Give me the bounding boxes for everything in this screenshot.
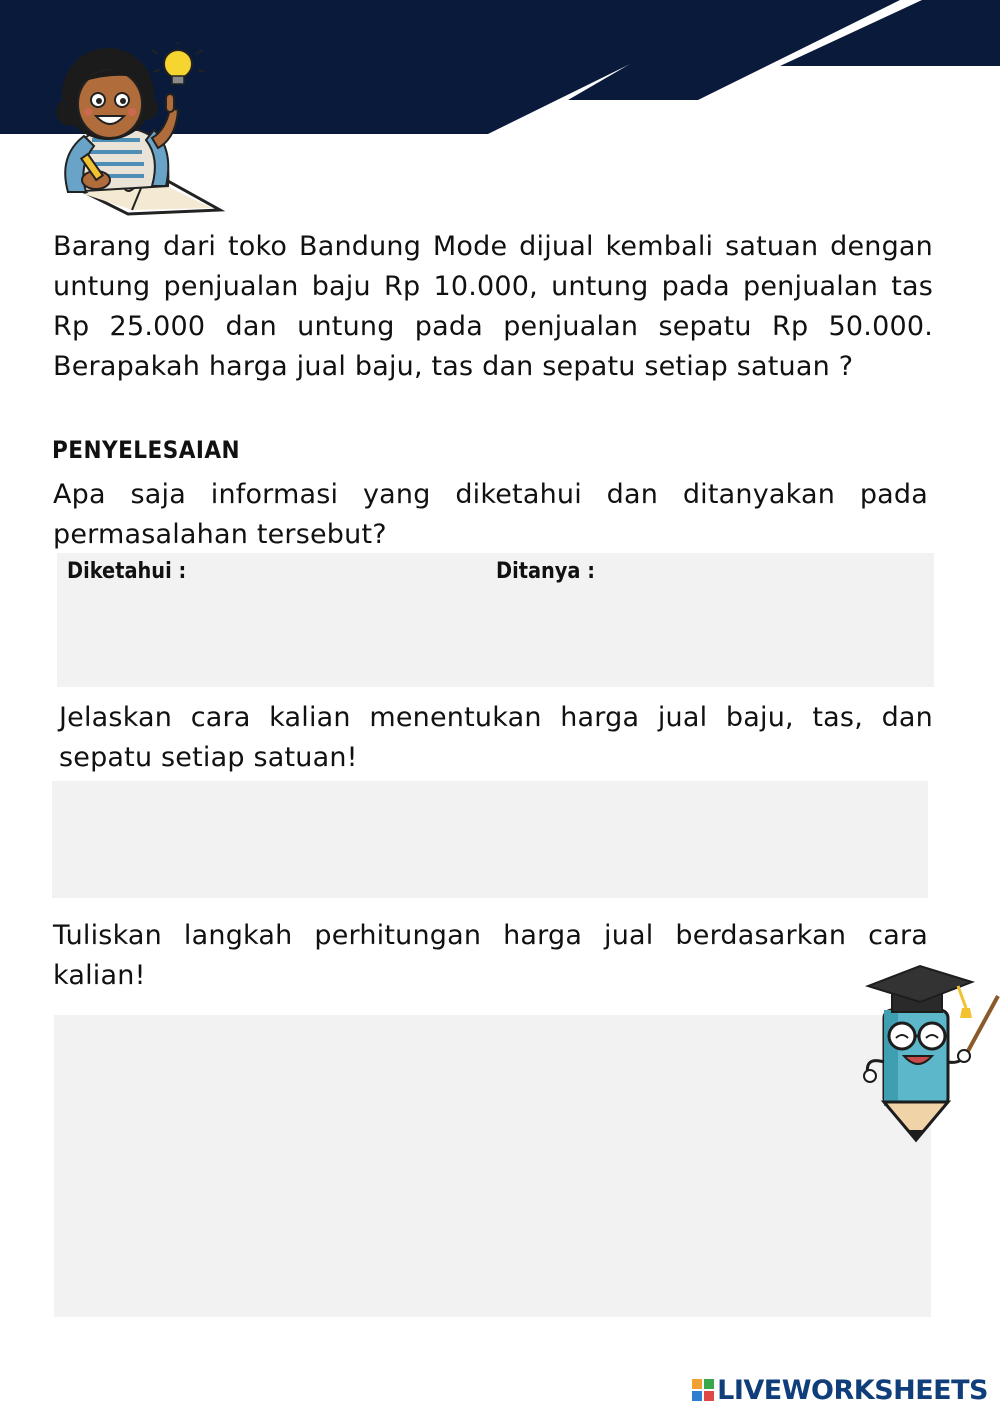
- question-1: Apa saja informasi yang diketahui dan ditanyakan pada permasalahan tersebut?: [53, 479, 928, 550]
- girl-reading-illustration: [48, 42, 228, 222]
- solution-heading: PENYELESAIAN: [52, 436, 241, 464]
- asked-label: Ditanya :: [496, 559, 595, 584]
- known-label: Diketahui :: [67, 559, 187, 584]
- answer-box-known-asked[interactable]: [57, 553, 934, 687]
- answer-box-calculation[interactable]: [54, 1015, 931, 1317]
- liveworksheets-logo-icon: [692, 1379, 714, 1401]
- question-2: Jelaskan cara kalian menentukan harga jual baju, tas, dan sepatu setiap satuan!: [59, 702, 933, 773]
- problem-statement: Barang dari toko Bandung Mode dijual kembali satuan dengan untung penjualan baju Rp 10.000, untung pada penjualan tas Rp 25.000 dan untung pada penjualan sepatu Rp 50.000. Berapakah harga jual baju, tas dan sepatu setiap satuan ?: [53, 231, 933, 382]
- answer-box-method[interactable]: [52, 781, 928, 898]
- footer-brand: LIVEWORKSHEETS: [717, 1374, 988, 1406]
- pencil-mascot-illustration: [858, 952, 1000, 1148]
- question-3: Tuliskan langkah perhitungan harga jual berdasarkan cara kalian!: [53, 920, 928, 991]
- liveworksheets-logo[interactable]: [692, 1374, 988, 1406]
